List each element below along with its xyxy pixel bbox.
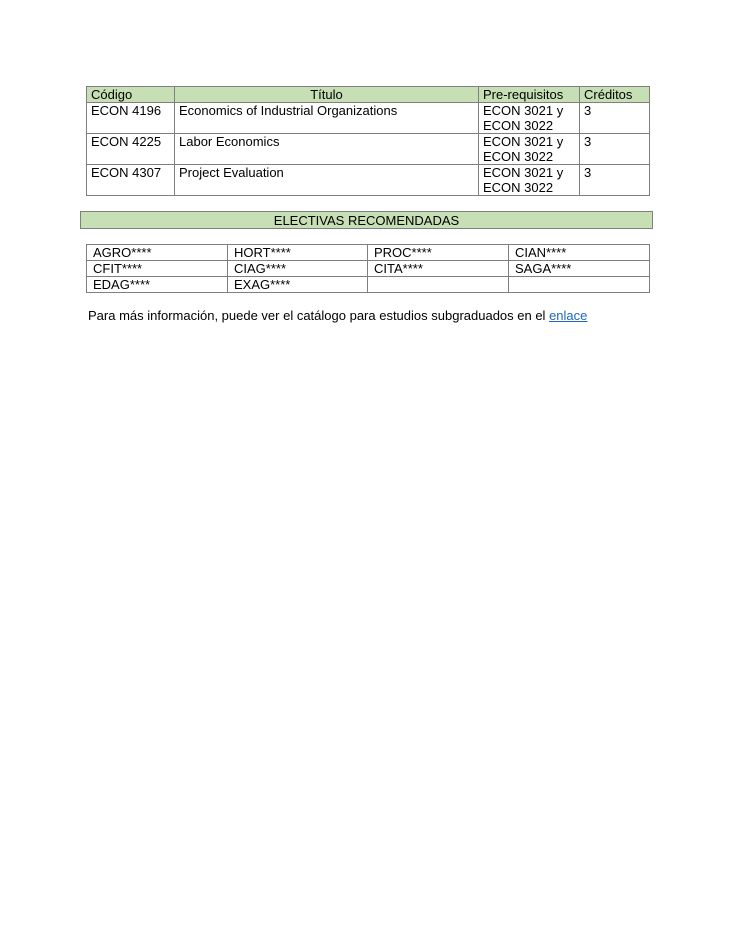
- electives-heading: ELECTIVAS RECOMENDADAS: [80, 211, 653, 229]
- elective-cell: HORT****: [228, 245, 368, 261]
- header-titulo: Título: [175, 87, 479, 103]
- course-title: Labor Economics: [175, 134, 479, 165]
- info-text: Para más información, puede ver el catálogo para estudios subgraduados en el: [88, 308, 550, 323]
- elective-cell: SAGA****: [509, 261, 650, 277]
- course-prereq: [479, 103, 580, 134]
- table-row: [87, 261, 650, 277]
- course-title: Economics of Industrial Organizations: [175, 103, 479, 134]
- elective-cell: CIAN****: [509, 245, 650, 261]
- elective-cell: CFIT****: [87, 261, 228, 277]
- table-row: [87, 103, 650, 134]
- prereq-line: ECON 3022: [483, 149, 554, 164]
- header-creditos: Créditos: [580, 87, 650, 103]
- elective-cell: CIAG****: [228, 261, 368, 277]
- header-prerequisitos: Pre-requisitos: [479, 87, 580, 103]
- prereq-line: ECON 3021 y: [483, 103, 564, 118]
- course-code: ECON 4307: [87, 165, 175, 196]
- elective-cell: AGRO****: [87, 245, 228, 261]
- header-codigo: Código: [87, 87, 175, 103]
- course-prereq: [479, 134, 580, 165]
- elective-cell: PROC****: [368, 245, 509, 261]
- catalog-link[interactable]: enlace: [549, 308, 588, 323]
- info-paragraph: [88, 308, 587, 324]
- course-credits: 3: [580, 134, 650, 165]
- prereq-line: ECON 3022: [483, 118, 554, 133]
- elective-cell: CITA****: [368, 261, 509, 277]
- course-code: ECON 4225: [87, 134, 175, 165]
- table-row: [87, 245, 650, 261]
- elective-cell: [368, 277, 509, 293]
- table-row: [87, 165, 650, 196]
- table-row: [87, 134, 650, 165]
- prereq-line: ECON 3021 y: [483, 165, 564, 180]
- course-prereq: [479, 165, 580, 196]
- course-title: Project Evaluation: [175, 165, 479, 196]
- course-credits: 3: [580, 103, 650, 134]
- elective-cell: EDAG****: [87, 277, 228, 293]
- courses-header-row: [87, 87, 650, 103]
- electives-table: [86, 244, 650, 293]
- prereq-line: ECON 3022: [483, 180, 554, 195]
- course-credits: 3: [580, 165, 650, 196]
- elective-cell: [509, 277, 650, 293]
- elective-cell: EXAG****: [228, 277, 368, 293]
- course-code: ECON 4196: [87, 103, 175, 134]
- prereq-line: ECON 3021 y: [483, 134, 564, 149]
- courses-table: [86, 86, 650, 196]
- table-row: [87, 277, 650, 293]
